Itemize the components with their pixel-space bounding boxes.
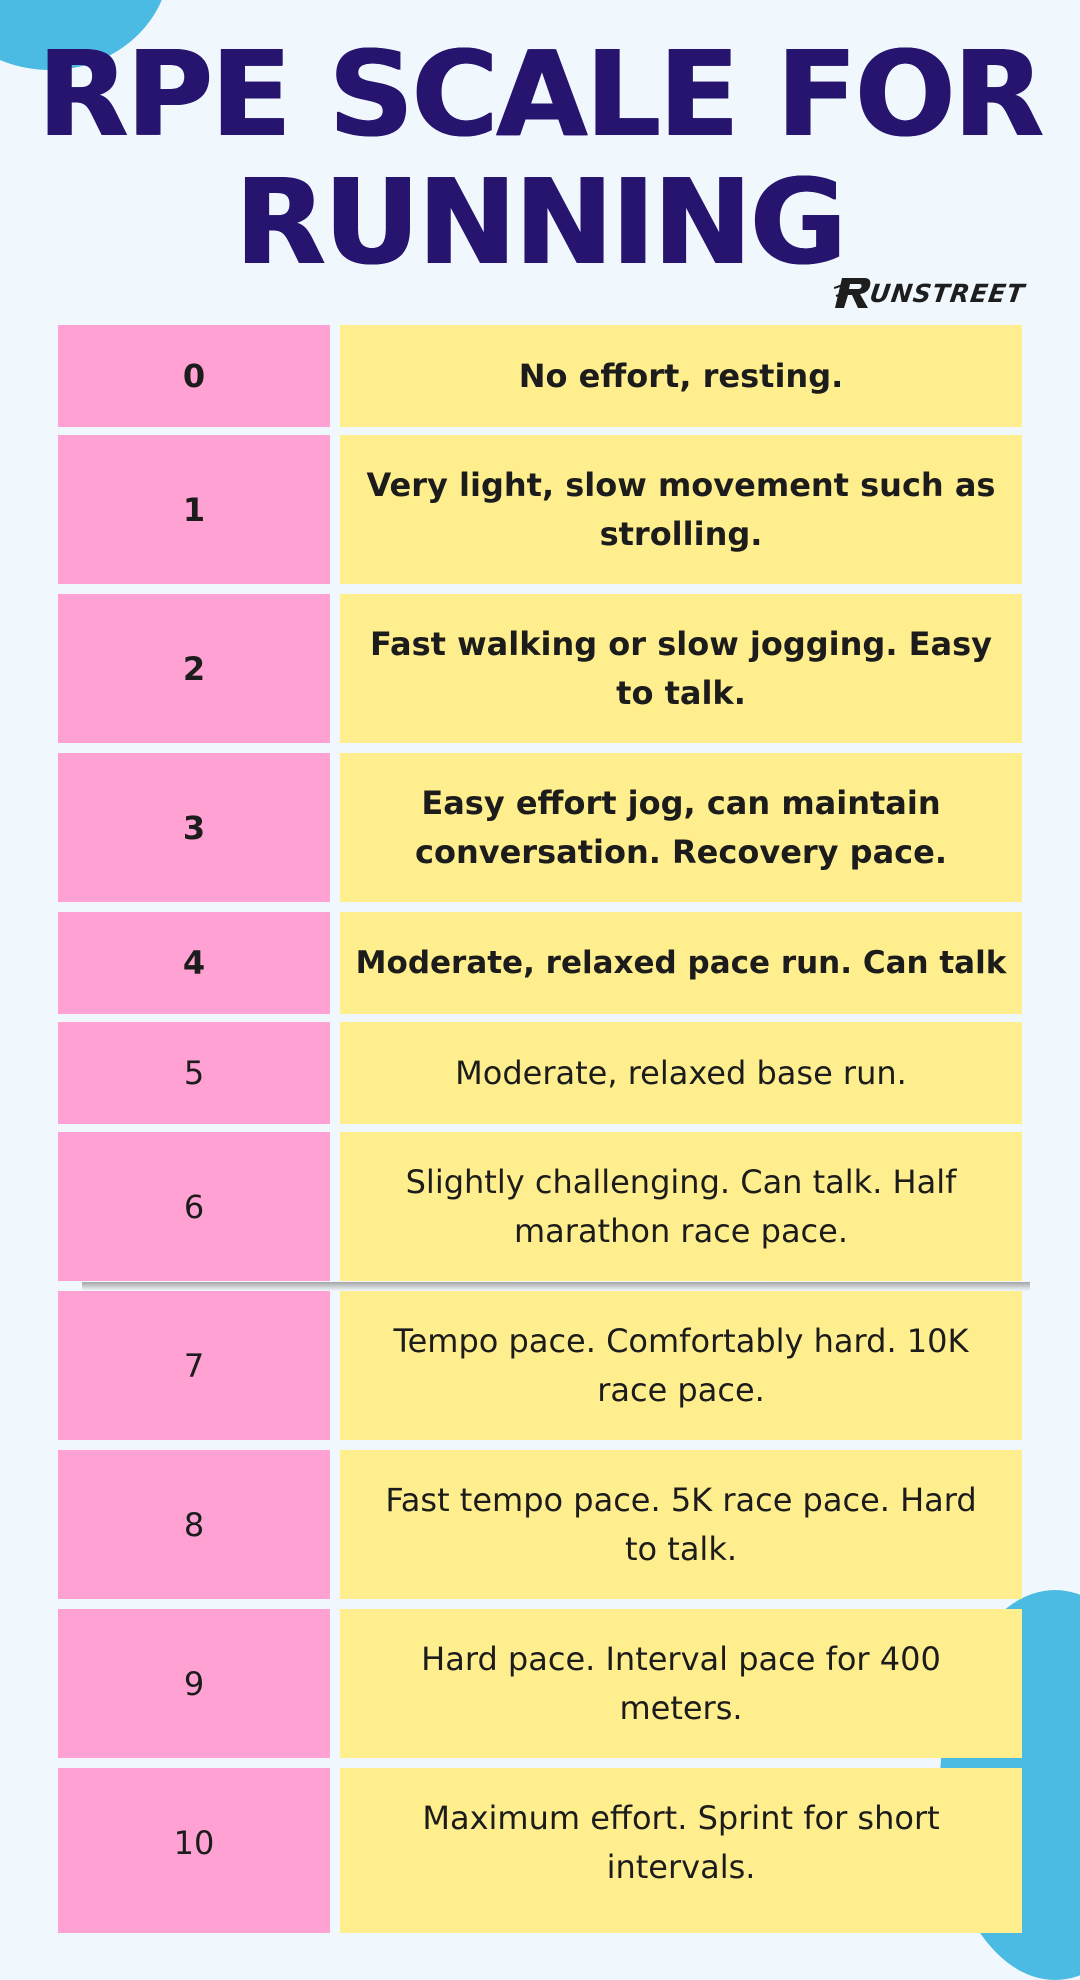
rpe-level: 8 [58,1450,330,1599]
table-row [58,1132,1022,1281]
rpe-description: Fast walking or slow jogging. Easy to talk. [340,594,1022,743]
rpe-level: 4 [58,912,330,1014]
table-row [58,594,1022,743]
rpe-level: 10 [58,1768,330,1933]
rpe-description: Very light, slow movement such as strolling. [340,435,1022,584]
table-row [58,753,1022,902]
rpe-description: Easy effort jog, can maintain conversation. Recovery pace. [340,753,1022,902]
page-title [0,25,1080,291]
rpe-description: Fast tempo pace. 5K race pace. Hard to talk. [340,1450,1022,1599]
logo-text: UNSTREET [868,278,1028,308]
rpe-level: 0 [58,325,330,427]
rpe-level: 7 [58,1291,330,1440]
fold-shadow-line [82,1282,1030,1291]
title-line-1: RPE SCALE FOR [37,25,1043,163]
table-row [58,1291,1022,1440]
rpe-level: 9 [58,1609,330,1758]
table-row [58,1022,1022,1124]
table-row [58,325,1022,427]
rpe-level: 6 [58,1132,330,1281]
rpe-description: No effort, resting. [340,325,1022,427]
title-line-2: RUNNING [235,153,845,291]
table-row [58,1609,1022,1758]
rpe-level: 1 [58,435,330,584]
rpe-level: 3 [58,753,330,902]
rpe-description: Moderate, relaxed pace run. Can talk [340,912,1022,1014]
rpe-scale-table [58,325,1022,1933]
rpe-description: Moderate, relaxed base run. [340,1022,1022,1124]
table-row [58,1768,1022,1933]
table-row [58,912,1022,1014]
rpe-description: Tempo pace. Comfortably hard. 10K race pace. [340,1291,1022,1440]
table-row [58,1450,1022,1599]
runstreet-logo [834,276,1028,310]
rpe-description: Hard pace. Interval pace for 400 meters. [340,1609,1022,1758]
rpe-level: 2 [58,594,330,743]
rpe-description: Slightly challenging. Can talk. Half marathon race pace. [340,1132,1022,1281]
table-row [58,435,1022,584]
rpe-level: 5 [58,1022,330,1124]
rpe-description: Maximum effort. Sprint for short intervals. [340,1768,1022,1933]
